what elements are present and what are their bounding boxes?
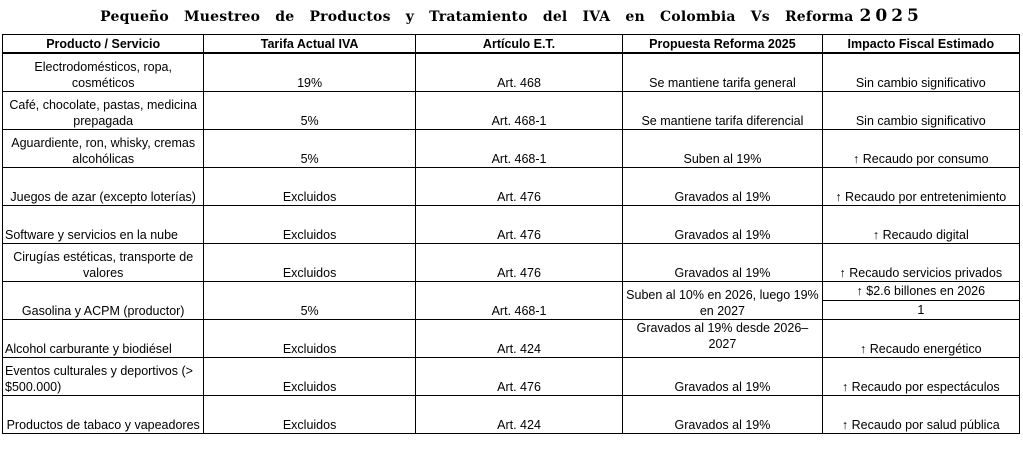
- cell-propuesta: Suben al 19%: [623, 130, 822, 168]
- cell-articulo: Art. 476: [415, 168, 622, 206]
- table-body: [3, 53, 1020, 434]
- cell-impacto-line1: ↑ $2.6 billones en 2026: [823, 282, 1019, 301]
- table-row: [3, 168, 1020, 206]
- table-row: [3, 282, 1020, 320]
- cell-propuesta: Gravados al 19%: [623, 244, 822, 282]
- cell-tarifa: 5%: [204, 92, 415, 130]
- table-header: [3, 35, 1020, 54]
- cell-impacto: ↑ Recaudo por consumo: [822, 130, 1019, 168]
- header-tarifa: Tarifa Actual IVA: [204, 35, 415, 54]
- cell-articulo: Art. 424: [415, 396, 622, 434]
- cell-propuesta: Se mantiene tarifa diferencial: [623, 92, 822, 130]
- cell-producto: Software y servicios en la nube: [3, 206, 204, 244]
- cell-tarifa: Excluidos: [204, 244, 415, 282]
- cell-propuesta: Gravados al 19%: [623, 206, 822, 244]
- table-row: [3, 244, 1020, 282]
- cell-producto: Productos de tabaco y vapeadores: [3, 396, 204, 434]
- cell-impacto: ↑ Recaudo energético: [822, 320, 1019, 358]
- header-articulo: Artículo E.T.: [415, 35, 622, 54]
- cell-producto: Café, chocolate, pastas, medicina prepagada: [3, 92, 204, 130]
- cell-producto: Alcohol carburante y biodiésel: [3, 320, 204, 358]
- cell-propuesta: Gravados al 19%: [623, 396, 822, 434]
- cell-articulo: Art. 468: [415, 53, 622, 92]
- cell-articulo: Art. 476: [415, 206, 622, 244]
- table-row: [3, 320, 1020, 358]
- page-title: [0, 0, 1023, 32]
- table-row: [3, 53, 1020, 92]
- header-row: [3, 35, 1020, 54]
- cell-propuesta: Suben al 10% en 2026, luego 19% en 2027: [623, 282, 822, 320]
- cell-tarifa: 5%: [204, 130, 415, 168]
- table-row: [3, 206, 1020, 244]
- cell-propuesta: Se mantiene tarifa general: [623, 53, 822, 92]
- cell-producto: Gasolina y ACPM (productor): [3, 282, 204, 320]
- cell-articulo: Art. 468-1: [415, 92, 622, 130]
- table-row: [3, 358, 1020, 396]
- table-row: [3, 130, 1020, 168]
- cell-impacto: ↑ Recaudo por espectáculos: [822, 358, 1019, 396]
- cell-tarifa: Excluidos: [204, 320, 415, 358]
- cell-tarifa: 5%: [204, 282, 415, 320]
- cell-producto: Aguardiente, ron, whisky, cremas alcohólicas: [3, 130, 204, 168]
- cell-propuesta: Gravados al 19%: [623, 358, 822, 396]
- cell-impacto: ↑ Recaudo por entretenimiento: [822, 168, 1019, 206]
- cell-impacto: ↑ Recaudo por salud pública: [822, 396, 1019, 434]
- header-producto: Producto / Servicio: [3, 35, 204, 54]
- cell-impacto: [822, 282, 1019, 320]
- cell-impacto-line2: 1: [917, 303, 925, 317]
- cell-articulo: Art. 468-1: [415, 282, 622, 320]
- cell-articulo: Art. 476: [415, 244, 622, 282]
- cell-impacto: ↑ Recaudo servicios privados: [822, 244, 1019, 282]
- cell-impacto: ↑ Recaudo digital: [822, 206, 1019, 244]
- cell-articulo: Art. 476: [415, 358, 622, 396]
- table-row: [3, 396, 1020, 434]
- cell-producto: Cirugías estéticas, transporte de valores: [3, 244, 204, 282]
- table-row: [3, 92, 1020, 130]
- cell-tarifa: 19%: [204, 53, 415, 92]
- cell-tarifa: Excluidos: [204, 168, 415, 206]
- cell-producto: Eventos culturales y deportivos (> $500.000): [3, 358, 204, 396]
- cell-producto: Juegos de azar (excepto loterías): [3, 168, 204, 206]
- cell-propuesta: Gravados al 19%: [623, 168, 822, 206]
- cell-producto: Electrodomésticos, ropa, cosméticos: [3, 53, 204, 92]
- header-propuesta: Propuesta Reforma 2025: [623, 35, 822, 54]
- cell-impacto: Sin cambio significativo: [822, 92, 1019, 130]
- cell-tarifa: Excluidos: [204, 358, 415, 396]
- page-title-year: 2025: [859, 6, 923, 26]
- header-impacto: Impacto Fiscal Estimado: [822, 35, 1019, 54]
- cell-propuesta: Gravados al 19% desde 2026–2027: [623, 320, 822, 358]
- cell-tarifa: Excluidos: [204, 206, 415, 244]
- page-title-text: Pequeño Muestreo de Productos y Tratamiento del IVA en Colombia Vs Reforma: [100, 9, 854, 25]
- cell-tarifa: Excluidos: [204, 396, 415, 434]
- cell-impacto: Sin cambio significativo: [822, 53, 1019, 92]
- iva-comparison-table: [2, 34, 1020, 434]
- cell-articulo: Art. 424: [415, 320, 622, 358]
- cell-articulo: Art. 468-1: [415, 130, 622, 168]
